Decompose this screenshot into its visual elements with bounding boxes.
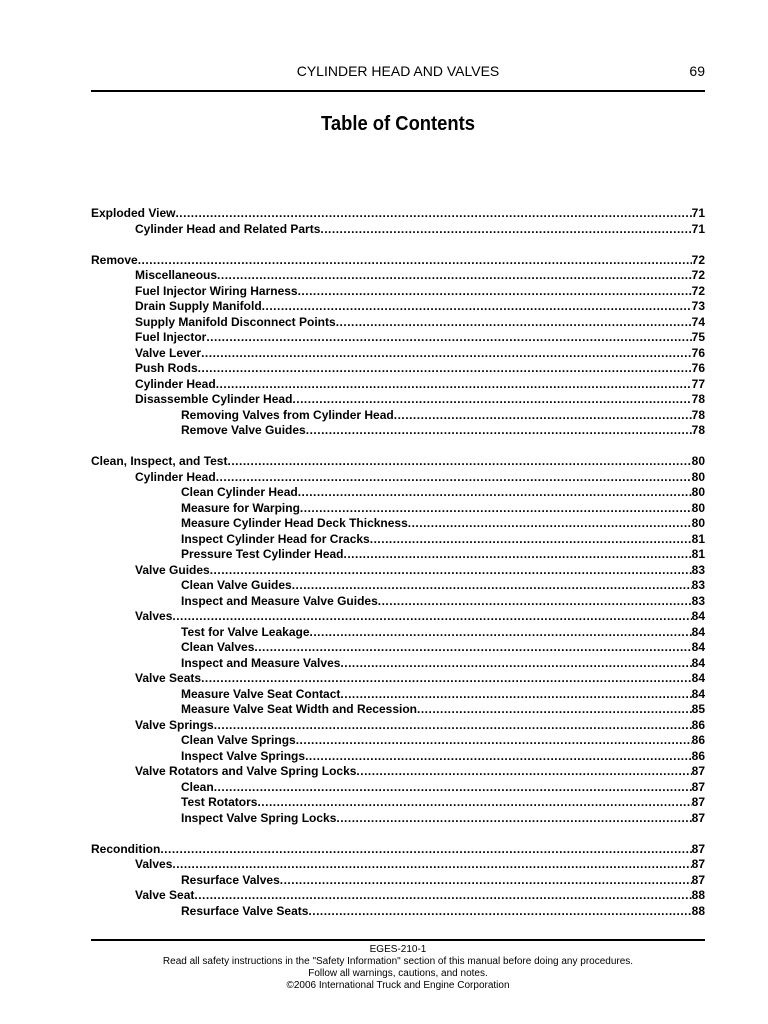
- toc-entry-page: 72: [691, 283, 705, 298]
- toc-leader-dots: [344, 547, 692, 563]
- toc-leader-dots: [305, 749, 692, 765]
- toc-entry-page: 78: [691, 392, 705, 406]
- toc-entry-label: Fuel Injector: [135, 330, 207, 344]
- toc-leader-dots: [408, 516, 692, 532]
- toc-entry[interactable]: [91, 718, 705, 734]
- toc-entry[interactable]: [91, 578, 705, 594]
- toc-leader-dots: [296, 733, 692, 749]
- toc-entry-label: Valve Lever: [135, 345, 202, 360]
- toc-entry-label: Valve Rotators and Valve Spring Locks: [135, 764, 357, 778]
- toc-entry-page: 78: [691, 407, 705, 422]
- toc-entry[interactable]: [91, 702, 705, 718]
- toc-entry-page: 84: [691, 686, 705, 701]
- toc-entry-page: 84: [691, 609, 705, 623]
- toc-leader-dots: [216, 377, 692, 393]
- toc-entry[interactable]: [91, 470, 705, 486]
- toc-entry-page: 87: [691, 764, 705, 778]
- toc-entry-page: 83: [691, 562, 705, 577]
- toc-entry[interactable]: [91, 780, 705, 796]
- toc-entry[interactable]: [91, 361, 705, 377]
- toc-leader-dots: [201, 671, 692, 687]
- toc-entry-page: 80: [691, 500, 705, 515]
- toc-leader-dots: [340, 656, 691, 672]
- toc-entry-label: Clean Valve Guides: [181, 578, 292, 592]
- toc-leader-dots: [394, 408, 692, 424]
- toc-leader-dots: [370, 532, 692, 548]
- document-code: EGES-210-1: [369, 944, 427, 955]
- toc-leader-dots: [310, 625, 692, 641]
- toc-entry[interactable]: [91, 516, 705, 532]
- toc-entry[interactable]: [91, 857, 705, 873]
- toc-leader-dots: [292, 578, 692, 594]
- toc-entry-label: Inspect Valve Springs: [181, 748, 306, 763]
- toc-entry-label: Resurface Valve Seats: [181, 903, 309, 918]
- safety-notice: Read all safety instructions in the "Safety Information" section of this manual before doing any procedures.: [162, 956, 634, 967]
- toc-entry[interactable]: [91, 594, 705, 610]
- toc-entry-page: 84: [691, 655, 705, 670]
- toc-entry[interactable]: [91, 687, 705, 703]
- toc-entry-page: 86: [691, 748, 705, 763]
- toc-entry-page: 80: [691, 516, 705, 530]
- toc-entry-label: Valve Seats: [135, 671, 202, 685]
- toc-entry-page: 87: [691, 779, 705, 794]
- toc-entry-page: 81: [691, 531, 705, 546]
- toc-entry[interactable]: [91, 733, 705, 749]
- toc-entry-label: Inspect Valve Spring Locks: [181, 810, 337, 825]
- toc-entry-page: 78: [691, 423, 705, 437]
- toc-leader-dots: [417, 702, 692, 718]
- toc-leader-dots: [254, 640, 691, 656]
- page-title: Table of Contents: [320, 113, 476, 135]
- toc-entry[interactable]: [91, 811, 705, 827]
- toc-entry[interactable]: [91, 532, 705, 548]
- table-of-contents: [91, 206, 705, 919]
- toc-leader-dots: [292, 392, 691, 408]
- toc-entry[interactable]: [91, 764, 705, 780]
- toc-entry[interactable]: [91, 392, 705, 408]
- toc-leader-dots: [340, 687, 691, 703]
- page-number: 69: [689, 63, 705, 79]
- toc-entry-page: 85: [691, 702, 705, 716]
- toc-entry[interactable]: [91, 640, 705, 656]
- toc-entry[interactable]: [91, 423, 705, 439]
- toc-entry-label: Valve Seat: [135, 888, 195, 902]
- toc-leader-dots: [201, 346, 692, 362]
- toc-entry[interactable]: [91, 795, 705, 811]
- toc-entry[interactable]: [91, 485, 705, 501]
- toc-entry-label: Valve Guides: [135, 562, 210, 577]
- section-title: CYLINDER HEAD AND VALVES: [296, 63, 500, 79]
- page-header: [91, 63, 705, 81]
- toc-entry[interactable]: [91, 547, 705, 563]
- toc-entry-label: Remove Valve Guides: [181, 423, 306, 437]
- toc-leader-dots: [262, 299, 692, 315]
- toc-entry-page: 72: [691, 252, 705, 267]
- toc-entry[interactable]: [91, 563, 705, 579]
- toc-entry-label: Inspect Cylinder Head for Cracks: [181, 531, 370, 546]
- toc-entry[interactable]: [91, 253, 705, 269]
- toc-entry[interactable]: [91, 842, 705, 858]
- toc-entry-page: 83: [691, 578, 705, 592]
- toc-entry-page: 73: [691, 299, 705, 313]
- toc-leader-dots: [336, 811, 691, 827]
- toc-entry-label: Measure for Warping: [181, 500, 300, 515]
- toc-entry-label: Inspect and Measure Valve Guides: [181, 593, 378, 608]
- toc-leader-dots: [206, 330, 691, 346]
- toc-entry-label: Clean Valves: [181, 640, 255, 654]
- toc-leader-dots: [175, 206, 691, 222]
- toc-entry-page: 83: [691, 593, 705, 608]
- toc-leader-dots: [308, 904, 691, 920]
- toc-leader-dots: [336, 315, 692, 331]
- toc-entry-page: 77: [691, 376, 705, 391]
- toc-entry-page: 75: [691, 330, 705, 344]
- toc-entry-label: Clean, Inspect, and Test: [91, 454, 228, 468]
- toc-entry-label: Fuel Injector Wiring Harness: [135, 283, 298, 298]
- toc-entry-label: Valves: [135, 857, 173, 871]
- toc-leader-dots: [227, 454, 691, 470]
- toc-entry-label: Cylinder Head and Related Parts: [135, 221, 321, 236]
- toc-entry-page: 87: [691, 810, 705, 825]
- toc-entry-page: 86: [691, 733, 705, 747]
- toc-entry-label: Recondition: [91, 841, 161, 856]
- toc-entry[interactable]: [91, 454, 705, 470]
- toc-entry-label: Cylinder Head: [135, 376, 216, 391]
- toc-entry-page: 71: [691, 206, 705, 220]
- toc-entry-label: Resurface Valves: [181, 872, 280, 887]
- toc-entry-label: Supply Manifold Disconnect Points: [135, 314, 336, 329]
- toc-entry-label: Push Rods: [135, 361, 198, 375]
- toc-entry-label: Test Rotators: [181, 795, 258, 809]
- toc-entry[interactable]: [91, 656, 705, 672]
- toc-entry[interactable]: [91, 284, 705, 300]
- toc-entry-page: 72: [691, 268, 705, 282]
- toc-entry[interactable]: [91, 671, 705, 687]
- warnings-notice: Follow all warnings, cautions, and notes.: [308, 968, 488, 979]
- toc-entry-label: Clean: [181, 779, 214, 794]
- toc-entry-label: Test for Valve Leakage: [181, 624, 310, 639]
- toc-entry-page: 86: [691, 717, 705, 732]
- toc-entry-label: Inspect and Measure Valves: [181, 655, 341, 670]
- toc-entry-page: 87: [691, 872, 705, 887]
- toc-entry-page: 84: [691, 640, 705, 654]
- toc-entry[interactable]: [91, 904, 705, 920]
- toc-entry[interactable]: [91, 888, 705, 904]
- toc-entry-label: Exploded View: [91, 206, 176, 220]
- toc-entry[interactable]: [91, 299, 705, 315]
- toc-entry-label: Removing Valves from Cylinder Head: [181, 407, 394, 422]
- toc-entry-page: 84: [691, 671, 705, 685]
- page-footer: [91, 944, 705, 992]
- toc-leader-dots: [198, 361, 692, 377]
- toc-entry[interactable]: [91, 873, 705, 889]
- copyright: ©2006 International Truck and Engine Corporation: [286, 980, 510, 991]
- toc-entry-page: 81: [691, 547, 705, 561]
- toc-leader-dots: [194, 888, 691, 904]
- toc-entry[interactable]: [91, 268, 705, 284]
- toc-entry-page: 80: [691, 485, 705, 499]
- toc-entry-label: Miscellaneous: [135, 268, 218, 282]
- toc-leader-dots: [217, 268, 692, 284]
- toc-leader-dots: [306, 423, 692, 439]
- toc-leader-dots: [138, 253, 692, 269]
- toc-leader-dots: [280, 873, 692, 889]
- toc-entry[interactable]: [91, 206, 705, 222]
- toc-leader-dots: [172, 609, 691, 625]
- toc-entry-page: 76: [691, 345, 705, 360]
- toc-leader-dots: [378, 594, 692, 610]
- toc-leader-dots: [300, 501, 692, 517]
- toc-entry-label: Valves: [135, 609, 173, 623]
- toc-entry[interactable]: [91, 408, 705, 424]
- toc-leader-dots: [298, 485, 692, 501]
- header-rule: [91, 90, 705, 92]
- toc-entry[interactable]: [91, 330, 705, 346]
- toc-entry-page: 87: [691, 841, 705, 856]
- toc-leader-dots: [214, 780, 692, 796]
- toc-entry-page: 71: [691, 221, 705, 236]
- toc-entry[interactable]: [91, 315, 705, 331]
- toc-leader-dots: [356, 764, 691, 780]
- toc-entry-label: Valve Springs: [135, 717, 214, 732]
- toc-entry-label: Clean Cylinder Head: [181, 485, 298, 499]
- toc-entry[interactable]: [91, 377, 705, 393]
- toc-entry-page: 87: [691, 857, 705, 871]
- toc-entry[interactable]: [91, 222, 705, 238]
- toc-leader-dots: [214, 718, 692, 734]
- toc-leader-dots: [210, 563, 692, 579]
- toc-entry-label: Measure Cylinder Head Deck Thickness: [181, 516, 408, 530]
- toc-entry-page: 74: [691, 314, 705, 329]
- toc-entry-label: Measure Valve Seat Contact: [181, 686, 341, 701]
- toc-entry-page: 88: [691, 903, 705, 918]
- toc-entry-label: Remove: [91, 252, 138, 267]
- toc-entry-label: Drain Supply Manifold: [135, 299, 262, 313]
- toc-entry-page: 87: [691, 795, 705, 809]
- toc-entry-label: Measure Valve Seat Width and Recession: [181, 702, 417, 716]
- toc-entry-page: 80: [691, 469, 705, 484]
- toc-entry-page: 80: [691, 454, 705, 468]
- toc-entry-page: 76: [691, 361, 705, 375]
- toc-leader-dots: [257, 795, 691, 811]
- toc-entry-page: 84: [691, 624, 705, 639]
- toc-leader-dots: [216, 470, 692, 486]
- toc-leader-dots: [172, 857, 691, 873]
- toc-entry-label: Clean Valve Springs: [181, 733, 296, 747]
- toc-entry[interactable]: [91, 501, 705, 517]
- toc-entry[interactable]: [91, 346, 705, 362]
- toc-leader-dots: [160, 842, 691, 858]
- toc-entry-label: Pressure Test Cylinder Head: [181, 547, 344, 561]
- toc-entry[interactable]: [91, 609, 705, 625]
- toc-entry[interactable]: [91, 625, 705, 641]
- toc-entry-page: 88: [691, 888, 705, 902]
- toc-entry-label: Cylinder Head: [135, 469, 216, 484]
- toc-leader-dots: [298, 284, 692, 300]
- toc-entry-label: Disassemble Cylinder Head: [135, 392, 293, 406]
- toc-leader-dots: [320, 222, 691, 238]
- toc-entry[interactable]: [91, 749, 705, 765]
- footer-rule: [91, 939, 705, 941]
